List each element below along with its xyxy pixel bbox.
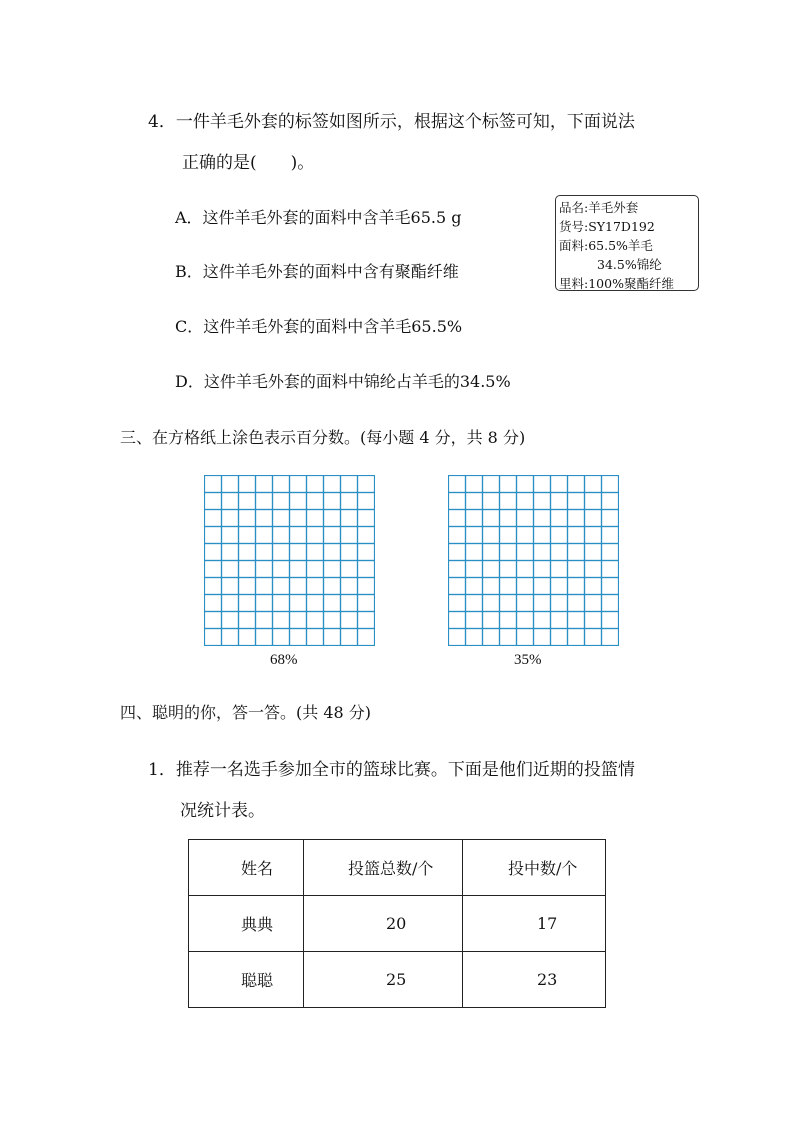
grid-cell[interactable] [602, 629, 619, 646]
grid-cell[interactable] [483, 544, 500, 561]
grid-cell[interactable] [585, 612, 602, 629]
section-4-title: 四、聪明的你，答一答。(共 48 分) [120, 703, 372, 722]
grid-cell[interactable] [602, 527, 619, 544]
grid-cell[interactable] [358, 561, 375, 578]
grid-cell[interactable] [290, 595, 307, 612]
grid-cell[interactable] [290, 493, 307, 510]
grid-cell[interactable] [500, 493, 517, 510]
grid-cell[interactable] [222, 561, 239, 578]
grid-cell[interactable] [483, 595, 500, 612]
grid-cell[interactable] [341, 612, 358, 629]
grid-cell[interactable] [341, 527, 358, 544]
grid-cell[interactable] [273, 612, 290, 629]
grid-cell[interactable] [239, 578, 256, 595]
grid-cell[interactable] [205, 476, 222, 493]
grid-cell[interactable] [517, 544, 534, 561]
grid-cell[interactable] [273, 561, 290, 578]
table-cell: 典典 [189, 896, 304, 952]
grid-cell[interactable] [602, 544, 619, 561]
grid-cell[interactable] [602, 612, 619, 629]
grid-cell[interactable] [551, 578, 568, 595]
grid-cell[interactable] [466, 578, 483, 595]
grid-cell[interactable] [256, 578, 273, 595]
grid-cell[interactable] [358, 476, 375, 493]
grid-cell[interactable] [568, 578, 585, 595]
grid-cell[interactable] [551, 493, 568, 510]
grid-cell[interactable] [500, 561, 517, 578]
grid-cell[interactable] [500, 629, 517, 646]
grid-cell[interactable] [602, 561, 619, 578]
option-c: C．这件羊毛外套的面料中含羊毛65.5% [175, 317, 463, 336]
hundred-grid-35[interactable] [448, 475, 619, 646]
grid-cell[interactable] [273, 578, 290, 595]
grid-cell[interactable] [341, 510, 358, 527]
grid-cell[interactable] [466, 527, 483, 544]
garment-label-line: 里料:100%聚酯纤维 [559, 276, 674, 291]
grid-cell[interactable] [483, 493, 500, 510]
section-3-title: 三、在方格纸上涂色表示百分数。(每小题 4 分，共 8 分) [120, 428, 526, 447]
grid-cell[interactable] [585, 510, 602, 527]
grid-cell[interactable] [239, 493, 256, 510]
grid-cell[interactable] [205, 493, 222, 510]
grid-cell[interactable] [466, 544, 483, 561]
grid-35-label: 35% [514, 652, 542, 668]
grid-cell[interactable] [551, 476, 568, 493]
grid-cell[interactable] [358, 595, 375, 612]
grid-cell[interactable] [358, 612, 375, 629]
grid-cell[interactable] [449, 595, 466, 612]
grid-cell[interactable] [307, 476, 324, 493]
grid-cell[interactable] [551, 544, 568, 561]
grid-cell[interactable] [324, 544, 341, 561]
shooting-stats-table [188, 839, 606, 1008]
table-cell: 23 [463, 952, 606, 1008]
grid-cell[interactable] [449, 612, 466, 629]
grid-68[interactable] [204, 475, 375, 646]
grid-cell[interactable] [256, 476, 273, 493]
grid-cell[interactable] [307, 629, 324, 646]
grid-cell[interactable] [239, 612, 256, 629]
grid-cell[interactable] [585, 629, 602, 646]
grid-cell[interactable] [239, 629, 256, 646]
grid-cell[interactable] [500, 612, 517, 629]
grid-cell[interactable] [466, 595, 483, 612]
grid-cell[interactable] [517, 629, 534, 646]
grid-cell[interactable] [534, 544, 551, 561]
grid-cell[interactable] [256, 595, 273, 612]
grid-cell[interactable] [239, 561, 256, 578]
grid-35[interactable] [448, 475, 619, 646]
grid-cell[interactable] [239, 527, 256, 544]
grid-cell[interactable] [222, 578, 239, 595]
grid-cell[interactable] [534, 578, 551, 595]
grid-cell[interactable] [222, 493, 239, 510]
grid-cell[interactable] [205, 561, 222, 578]
grid-cell[interactable] [324, 612, 341, 629]
garment-label-line: 34.5%锦纶 [597, 257, 662, 272]
grid-cell[interactable] [358, 527, 375, 544]
grid-cell[interactable] [449, 544, 466, 561]
garment-label [555, 195, 699, 291]
grid-cell[interactable] [273, 476, 290, 493]
grid-cell[interactable] [483, 476, 500, 493]
grid-cell[interactable] [256, 510, 273, 527]
grid-cell[interactable] [500, 510, 517, 527]
grid-cell[interactable] [568, 612, 585, 629]
grid-68-label: 68% [270, 652, 298, 668]
grid-cell[interactable] [358, 544, 375, 561]
grid-cell[interactable] [551, 527, 568, 544]
grid-cell[interactable] [466, 561, 483, 578]
grid-cell[interactable] [256, 493, 273, 510]
grid-cell[interactable] [341, 629, 358, 646]
grid-cell[interactable] [341, 578, 358, 595]
garment-label-line: 品名:羊毛外套 [559, 200, 639, 215]
grid-cell[interactable] [585, 476, 602, 493]
grid-cell[interactable] [273, 595, 290, 612]
grid-cell[interactable] [256, 527, 273, 544]
grid-cell[interactable] [290, 527, 307, 544]
grid-cell[interactable] [449, 493, 466, 510]
grid-cell[interactable] [307, 510, 324, 527]
question-4-stem-line2: 正确的是( )。 [182, 153, 315, 173]
grid-cell[interactable] [585, 578, 602, 595]
grid-cell[interactable] [358, 629, 375, 646]
grid-cell[interactable] [483, 561, 500, 578]
grid-cell[interactable] [222, 612, 239, 629]
grid-cell[interactable] [341, 561, 358, 578]
grid-cell[interactable] [290, 561, 307, 578]
grid-cell[interactable] [602, 493, 619, 510]
grid-cell[interactable] [466, 629, 483, 646]
grid-cell[interactable] [222, 510, 239, 527]
grid-cell[interactable] [517, 595, 534, 612]
grid-cell[interactable] [449, 561, 466, 578]
grid-cell[interactable] [290, 612, 307, 629]
grid-cell[interactable] [534, 510, 551, 527]
table-header-cell: 投中数/个 [463, 840, 606, 896]
grid-cell[interactable] [517, 493, 534, 510]
grid-cell[interactable] [290, 510, 307, 527]
grid-cell[interactable] [517, 527, 534, 544]
grid-cell[interactable] [324, 527, 341, 544]
grid-cell[interactable] [256, 612, 273, 629]
grid-cell[interactable] [585, 561, 602, 578]
grid-cell[interactable] [500, 578, 517, 595]
grid-cell[interactable] [585, 595, 602, 612]
grid-cell[interactable] [239, 510, 256, 527]
grid-cell[interactable] [534, 476, 551, 493]
option-b: B．这件羊毛外套的面料中含有聚酯纤维 [175, 262, 459, 281]
grid-cell[interactable] [290, 544, 307, 561]
grid-cell[interactable] [273, 544, 290, 561]
grid-cell[interactable] [534, 629, 551, 646]
grid-cell[interactable] [602, 595, 619, 612]
table-row [189, 952, 606, 1008]
grid-cell[interactable] [551, 629, 568, 646]
grid-cell[interactable] [449, 476, 466, 493]
grid-cell[interactable] [222, 476, 239, 493]
grid-cell[interactable] [483, 510, 500, 527]
grid-cell[interactable] [222, 629, 239, 646]
grid-cell[interactable] [466, 493, 483, 510]
grid-cell[interactable] [568, 544, 585, 561]
grid-cell[interactable] [483, 612, 500, 629]
question-4-stem-line1: 4．一件羊毛外套的标签如图所示，根据这个标签可知，下面说法 [148, 112, 635, 132]
grid-cell[interactable] [358, 510, 375, 527]
table-header-cell: 姓名 [189, 840, 304, 896]
grid-cell[interactable] [500, 527, 517, 544]
grid-cell[interactable] [602, 476, 619, 493]
grid-cell[interactable] [568, 476, 585, 493]
grid-cell[interactable] [307, 612, 324, 629]
grid-cell[interactable] [500, 544, 517, 561]
question-1-line1: 1．推荐一名选手参加全市的篮球比赛。下面是他们近期的投篮情 [148, 760, 635, 780]
grid-cell[interactable] [324, 493, 341, 510]
grid-cell[interactable] [273, 527, 290, 544]
grid-cell[interactable] [341, 544, 358, 561]
grid-cell[interactable] [602, 578, 619, 595]
grid-cell[interactable] [273, 510, 290, 527]
table-cell: 聪聪 [189, 952, 304, 1008]
grid-cell[interactable] [307, 527, 324, 544]
grid-cell[interactable] [290, 629, 307, 646]
grid-cell[interactable] [256, 629, 273, 646]
grid-cell[interactable] [256, 561, 273, 578]
grid-cell[interactable] [205, 629, 222, 646]
grid-cell[interactable] [205, 544, 222, 561]
grid-cell[interactable] [239, 595, 256, 612]
grid-cell[interactable] [307, 595, 324, 612]
grid-cell[interactable] [239, 544, 256, 561]
garment-label-line: 货号:SY17D192 [559, 219, 655, 234]
grid-cell[interactable] [273, 629, 290, 646]
question-1-line2: 况统计表。 [180, 801, 265, 821]
grid-cell[interactable] [568, 595, 585, 612]
grid-cell[interactable] [585, 527, 602, 544]
option-a: A．这件羊毛外套的面料中含羊毛65.5 g [175, 208, 462, 227]
grid-cell[interactable] [500, 595, 517, 612]
grid-cell[interactable] [341, 493, 358, 510]
grid-cell[interactable] [568, 493, 585, 510]
grid-cell[interactable] [307, 578, 324, 595]
grid-cell[interactable] [205, 527, 222, 544]
grid-cell[interactable] [500, 476, 517, 493]
grid-cell[interactable] [568, 629, 585, 646]
grid-cell[interactable] [568, 510, 585, 527]
grid-cell[interactable] [222, 544, 239, 561]
table-cell: 25 [304, 952, 463, 1008]
grid-cell[interactable] [358, 493, 375, 510]
table-row [189, 896, 606, 952]
grid-cell[interactable] [449, 578, 466, 595]
grid-cell[interactable] [324, 578, 341, 595]
grid-cell[interactable] [551, 510, 568, 527]
grid-cell[interactable] [449, 527, 466, 544]
table-cell: 20 [304, 896, 463, 952]
grid-cell[interactable] [205, 510, 222, 527]
grid-cell[interactable] [534, 612, 551, 629]
table-header-cell: 投篮总数/个 [304, 840, 463, 896]
grid-cell[interactable] [466, 476, 483, 493]
table-header-row [189, 840, 606, 896]
grid-cell[interactable] [222, 527, 239, 544]
grid-cell[interactable] [517, 510, 534, 527]
grid-cell[interactable] [324, 595, 341, 612]
grid-cell[interactable] [483, 578, 500, 595]
grid-cell[interactable] [517, 578, 534, 595]
grid-cell[interactable] [324, 561, 341, 578]
grid-cell[interactable] [551, 595, 568, 612]
grid-cell[interactable] [602, 510, 619, 527]
grid-cell[interactable] [466, 612, 483, 629]
grid-cell[interactable] [205, 578, 222, 595]
grid-cell[interactable] [205, 595, 222, 612]
grid-cell[interactable] [551, 561, 568, 578]
table-cell: 17 [463, 896, 606, 952]
grid-cell[interactable] [585, 544, 602, 561]
grid-cell[interactable] [568, 527, 585, 544]
grid-cell[interactable] [483, 527, 500, 544]
grid-cell[interactable] [324, 476, 341, 493]
grid-cell[interactable] [324, 629, 341, 646]
grid-cell[interactable] [534, 595, 551, 612]
grid-cell[interactable] [534, 561, 551, 578]
grid-cell[interactable] [239, 476, 256, 493]
grid-cell[interactable] [483, 629, 500, 646]
grid-cell[interactable] [341, 595, 358, 612]
grid-cell[interactable] [256, 544, 273, 561]
grid-cell[interactable] [341, 476, 358, 493]
grid-cell[interactable] [205, 612, 222, 629]
garment-label-line: 面料:65.5%羊毛 [559, 238, 653, 253]
grid-cell[interactable] [517, 476, 534, 493]
grid-cell[interactable] [585, 493, 602, 510]
option-d: D．这件羊毛外套的面料中锦纶占羊毛的34.5% [175, 372, 511, 391]
grid-cell[interactable] [517, 561, 534, 578]
grid-cell[interactable] [568, 561, 585, 578]
grid-cell[interactable] [449, 629, 466, 646]
grid-cell[interactable] [466, 510, 483, 527]
grid-cell[interactable] [273, 493, 290, 510]
grid-cell[interactable] [290, 476, 307, 493]
grid-cell[interactable] [222, 595, 239, 612]
grid-cell[interactable] [534, 527, 551, 544]
grid-cell[interactable] [307, 561, 324, 578]
hundred-grid-68[interactable] [204, 475, 375, 646]
grid-cell[interactable] [290, 578, 307, 595]
grid-cell[interactable] [324, 510, 341, 527]
grid-cell[interactable] [534, 493, 551, 510]
grid-cell[interactable] [307, 544, 324, 561]
grid-cell[interactable] [307, 493, 324, 510]
grid-cell[interactable] [551, 612, 568, 629]
grid-cell[interactable] [449, 510, 466, 527]
grid-cell[interactable] [517, 612, 534, 629]
grid-cell[interactable] [358, 578, 375, 595]
